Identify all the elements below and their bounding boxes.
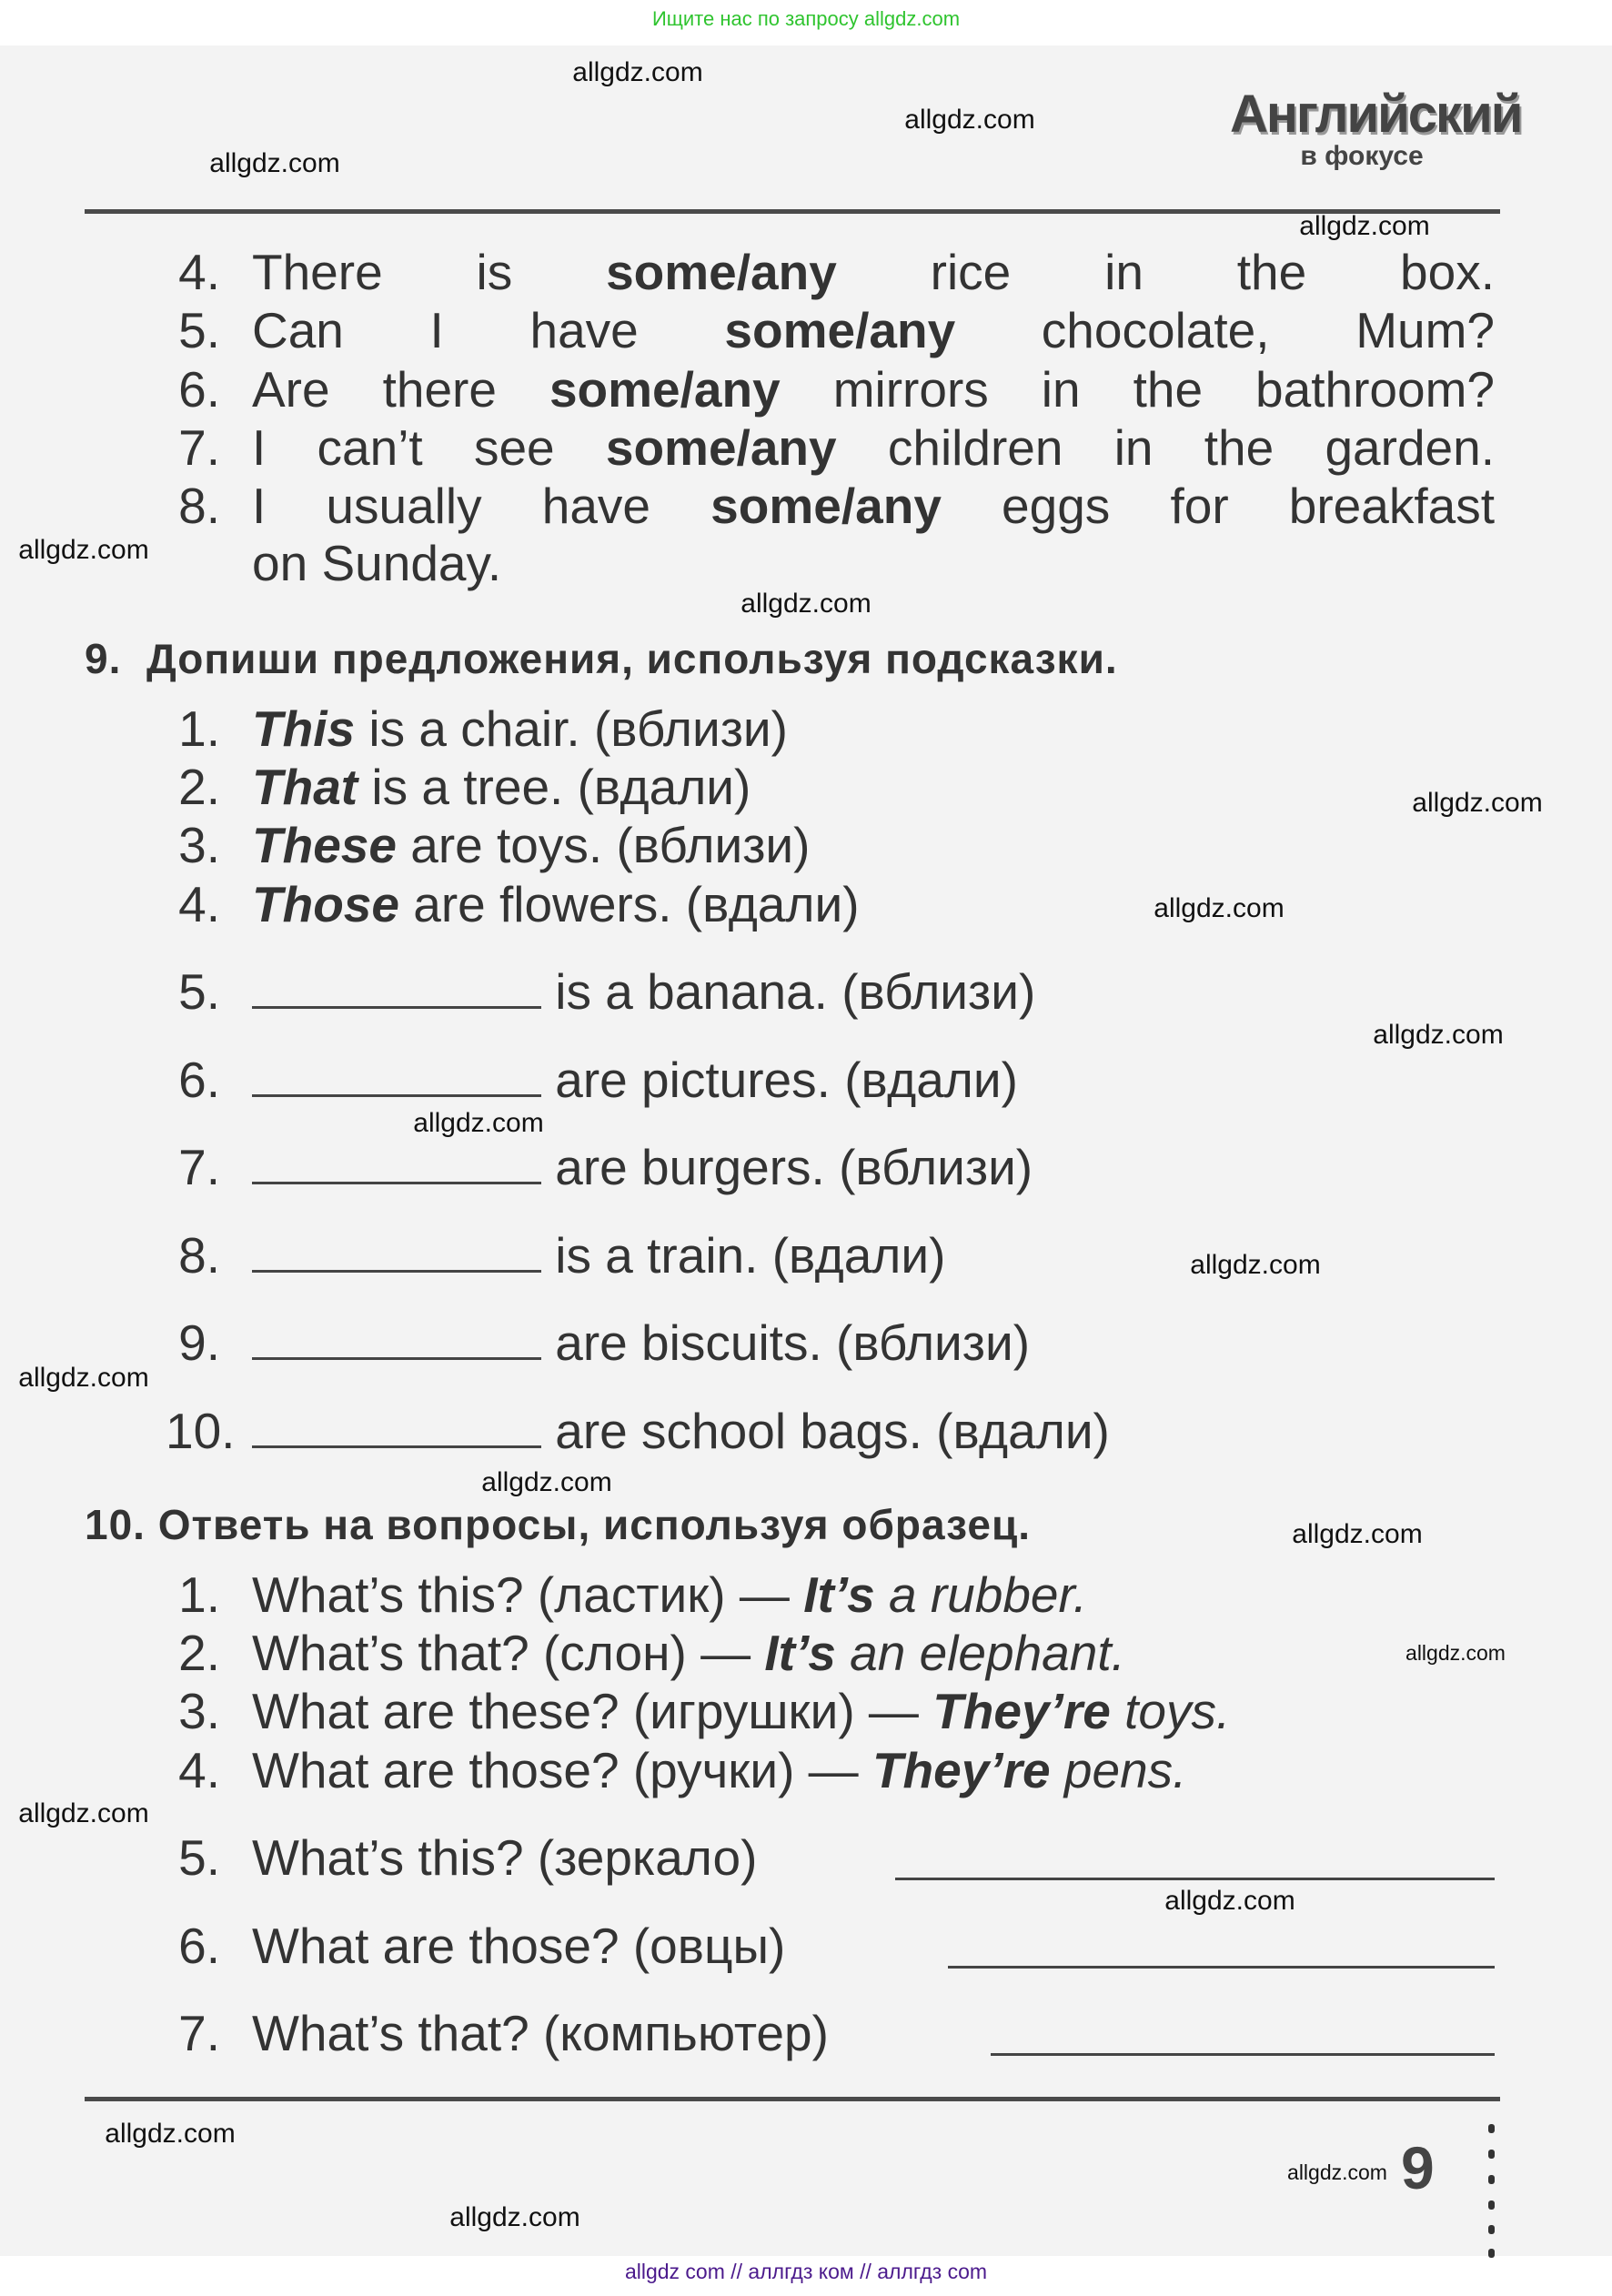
text-segment: chocolate, Mum? — [955, 302, 1495, 358]
text-segment: What are those? (ручки) — — [252, 1742, 872, 1798]
watermark: allgdz.com — [1405, 1641, 1506, 1665]
watermark: allgdz.com — [18, 1363, 149, 1393]
watermark: allgdz.com — [413, 1108, 544, 1138]
watermark: allgdz.com — [18, 1798, 149, 1828]
text-segment: That — [252, 759, 358, 815]
item-text — [252, 301, 1495, 359]
text-segment: some/any — [606, 244, 837, 300]
text-segment: are school bags. (вдали) — [541, 1403, 1110, 1459]
text-segment: children in the garden. — [836, 419, 1495, 476]
text-segment: 2. — [178, 759, 220, 815]
item-text — [252, 816, 810, 874]
text-segment: 2. — [178, 1625, 220, 1681]
text-segment: an elephant. — [835, 1625, 1125, 1681]
text-segment: They’re — [871, 1742, 1051, 1798]
text-segment: pens. — [1050, 1742, 1187, 1798]
watermark: allgdz.com — [1164, 1886, 1295, 1916]
top-banner[interactable]: Ищите нас по запросу allgdz.com — [651, 7, 961, 30]
text-segment: Can I have — [252, 302, 725, 358]
watermark: allgdz.com — [1287, 2160, 1387, 2184]
watermark: allgdz.com — [741, 589, 871, 619]
item-number: 6. — [178, 361, 220, 418]
item-number: 5. — [178, 302, 220, 358]
item-text — [252, 700, 788, 758]
text-segment: is a tree. (вдали) — [358, 759, 751, 815]
text-segment: toys. — [1110, 1683, 1231, 1739]
text-segment: What’s this? (ластик) — — [252, 1566, 804, 1623]
text-segment: are biscuits. (вблизи) — [541, 1314, 1031, 1371]
text-segment: Those — [252, 876, 399, 932]
margin-dot — [1488, 2200, 1495, 2210]
text-segment: is a chair. (вблизи) — [355, 700, 788, 757]
page-number: 9 — [1401, 2134, 1435, 2201]
logo-subtitle: в фокусе — [1300, 141, 1424, 171]
watermark: allgdz.com — [105, 2119, 236, 2149]
text-segment: 9. — [85, 635, 122, 682]
text-segment: 4. — [178, 1742, 220, 1798]
item-text — [252, 418, 1495, 477]
footer-divider — [85, 2097, 1500, 2101]
item-text — [252, 1226, 945, 1284]
item-text — [252, 477, 1495, 535]
answer-blank[interactable] — [895, 1838, 1495, 1880]
text-segment: 3. — [178, 1683, 220, 1739]
text-segment: 7. — [178, 2005, 220, 2061]
text-segment: 3. — [178, 817, 220, 873]
text-segment: is a train. (вдали) — [541, 1227, 946, 1284]
text-segment: This — [252, 700, 356, 757]
text-segment: rice in the box. — [836, 244, 1495, 300]
text-segment: some/any — [549, 361, 781, 418]
watermark: allgdz.com — [1299, 211, 1430, 241]
text-segment: are flowers. (вдали) — [398, 876, 860, 932]
watermark: allgdz.com — [481, 1467, 612, 1497]
item-text: on Sunday. — [252, 535, 502, 591]
text-segment: They’re — [932, 1683, 1111, 1739]
text-segment: is a banana. (вблизи) — [541, 963, 1036, 1020]
text-segment: some/any — [710, 478, 942, 534]
watermark: allgdz.com — [209, 148, 340, 178]
text-segment: 6. — [178, 1052, 220, 1108]
item-text — [252, 1741, 1186, 1799]
text-segment: 4. — [178, 876, 220, 932]
text-segment: are burgers. (вблизи) — [541, 1139, 1033, 1195]
item-number: 4. — [178, 244, 220, 300]
item-number: 8. — [178, 478, 220, 534]
item-text — [252, 1051, 1018, 1109]
item-text — [252, 875, 860, 933]
text-segment: Допиши предложения, используя подсказки. — [146, 635, 1118, 682]
watermark: allgdz.com — [1190, 1250, 1321, 1280]
text-segment: I usually have — [252, 478, 711, 534]
text-segment: These — [252, 817, 397, 873]
item-text — [252, 1314, 1030, 1372]
item-text — [252, 1138, 1033, 1196]
text-segment: 10. — [85, 1501, 146, 1548]
text-segment: It’s — [803, 1566, 875, 1623]
answer-blank[interactable] — [252, 1230, 541, 1273]
header-divider — [85, 209, 1500, 214]
answer-blank[interactable] — [991, 2013, 1495, 2056]
text-segment: 8. — [178, 1227, 220, 1284]
text-segment: 5. — [178, 963, 220, 1020]
margin-dot — [1488, 2175, 1495, 2184]
margin-dot — [1488, 2225, 1495, 2234]
text-segment: a rubber. — [874, 1566, 1088, 1623]
answer-blank[interactable] — [948, 1926, 1495, 1969]
margin-dot — [1488, 2124, 1495, 2133]
text-segment: 10. — [166, 1403, 236, 1459]
text-segment: Are there — [252, 361, 549, 418]
logo-title: Английский — [1230, 85, 1522, 144]
text-segment: What are these? (игрушки) — — [252, 1683, 933, 1739]
text-segment: I can’t see — [252, 419, 606, 476]
item-text — [252, 360, 1495, 418]
exercise-9-heading — [85, 631, 1118, 686]
item-text — [252, 243, 1495, 301]
item-text — [252, 1682, 1230, 1740]
bottom-banner[interactable]: allgdz com // аллгдз ком // аллгдз com — [624, 2260, 988, 2283]
item-text: What are those? (овцы) — [252, 1918, 786, 1974]
answer-blank[interactable] — [252, 1317, 541, 1360]
item-text — [252, 1624, 1125, 1682]
text-segment: 9. — [178, 1314, 220, 1371]
text-segment: Ответь на вопросы, используя образец. — [157, 1501, 1032, 1548]
exercise-10-heading — [85, 1497, 1031, 1552]
item-text — [252, 1402, 1110, 1460]
text-segment: 1. — [178, 700, 220, 757]
text-segment: It’s — [764, 1625, 836, 1681]
book-logo — [1230, 85, 1522, 171]
text-segment: eggs for breakfast — [941, 478, 1495, 534]
item-text: What’s that? (компьютер) — [252, 2005, 829, 2061]
watermark: allgdz.com — [1292, 1519, 1423, 1549]
item-text — [252, 962, 1035, 1021]
watermark: allgdz.com — [1154, 893, 1285, 923]
text-segment: are toys. (вблизи) — [396, 817, 811, 873]
text-segment: some/any — [724, 302, 956, 358]
watermark: allgdz.com — [1412, 788, 1543, 818]
text-segment: are pictures. (вдали) — [541, 1052, 1018, 1108]
text-segment: What’s that? (слон) — — [252, 1625, 765, 1681]
item-text: What’s this? (зеркало) — [252, 1829, 758, 1886]
margin-dot — [1488, 2150, 1495, 2159]
text-segment: 1. — [178, 1566, 220, 1623]
text-segment: There is — [252, 244, 607, 300]
answer-blank[interactable] — [252, 966, 541, 1009]
watermark: allgdz.com — [18, 535, 149, 565]
item-text — [252, 1566, 1087, 1624]
text-segment: 7. — [178, 1139, 220, 1195]
answer-blank[interactable] — [252, 1405, 541, 1448]
text-segment: 6. — [178, 1918, 220, 1974]
watermark: allgdz.com — [1373, 1020, 1504, 1050]
watermark: allgdz.com — [572, 57, 703, 87]
text-segment: some/any — [605, 419, 837, 476]
item-number: 7. — [178, 419, 220, 476]
watermark: allgdz.com — [449, 2202, 580, 2232]
text-segment: mirrors in the bathroom? — [780, 361, 1495, 418]
item-text — [252, 758, 751, 816]
answer-blank[interactable] — [252, 1054, 541, 1097]
answer-blank[interactable] — [252, 1142, 541, 1184]
text-segment: 5. — [178, 1829, 220, 1886]
watermark: allgdz.com — [904, 105, 1035, 135]
